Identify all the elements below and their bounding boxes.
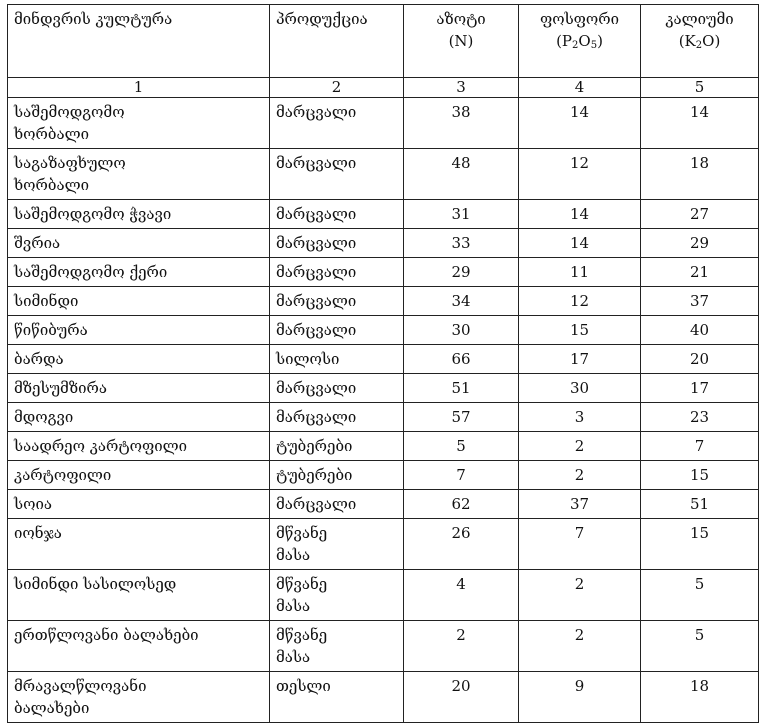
potassium-cell: 17 (641, 374, 759, 403)
product-cell: სილოსი (270, 345, 404, 374)
product-cell: მარცვალი (270, 403, 404, 432)
phosphorus-cell: 14 (519, 200, 641, 229)
product-cell: მარცვალი (270, 98, 404, 149)
table-row (8, 229, 759, 258)
table-row (8, 570, 759, 621)
column-number: 2 (270, 78, 404, 98)
nitrogen-cell: 30 (404, 316, 519, 345)
nitrogen-cell: 48 (404, 149, 519, 200)
potassium-formula: $(K_2O)$ (678, 32, 721, 51)
phosphorus-cell: 2 (519, 461, 641, 490)
crop-cell: სიმინდი სასილოსედ (8, 570, 270, 621)
phosphorus-cell: 14 (519, 229, 641, 258)
table-row (8, 519, 759, 570)
product-cell: ტუბერები (270, 432, 404, 461)
product-cell: მარცვალი (270, 258, 404, 287)
crop-cell: სოია (8, 490, 270, 519)
crop-cell: კარტოფილი (8, 461, 270, 490)
product-cell: მარცვალი (270, 229, 404, 258)
nitrogen-cell: 2 (404, 621, 519, 672)
table-row (8, 621, 759, 672)
product-cell: მარცვალი (270, 287, 404, 316)
crop-cell: ერთწლოვანი ბალახები (8, 621, 270, 672)
potassium-cell: 18 (641, 149, 759, 200)
table-row (8, 490, 759, 519)
phosphorus-cell: 14 (519, 98, 641, 149)
nitrogen-cell: 38 (404, 98, 519, 149)
potassium-cell: 27 (641, 200, 759, 229)
table-row (8, 672, 759, 723)
crop-cell: ბარდა (8, 345, 270, 374)
phosphorus-cell: 2 (519, 432, 641, 461)
nitrogen-cell: 7 (404, 461, 519, 490)
nitrogen-cell: 29 (404, 258, 519, 287)
potassium-cell: 5 (641, 621, 759, 672)
column-number: 4 (519, 78, 641, 98)
potassium-cell: 15 (641, 519, 759, 570)
column-number-row (8, 78, 759, 98)
crop-cell: საშემოდგომო ქერი (8, 258, 270, 287)
nitrogen-cell: 66 (404, 345, 519, 374)
header-potassium: კალიუმი $(K_2O)$ (641, 5, 759, 78)
header-crop: მინდვრის კულტურა (8, 5, 270, 78)
table-row (8, 287, 759, 316)
nitrogen-cell: 62 (404, 490, 519, 519)
nitrogen-cell: 31 (404, 200, 519, 229)
column-number: 5 (641, 78, 759, 98)
product-cell: ტუბერები (270, 461, 404, 490)
potassium-cell: 29 (641, 229, 759, 258)
nitrogen-cell: 5 (404, 432, 519, 461)
potassium-cell: 18 (641, 672, 759, 723)
nitrogen-cell: 33 (404, 229, 519, 258)
potassium-cell: 37 (641, 287, 759, 316)
header-nitrogen: აზოტი (N) (404, 5, 519, 78)
crop-cell: სიმინდი (8, 287, 270, 316)
table-row (8, 432, 759, 461)
potassium-cell: 14 (641, 98, 759, 149)
phosphorus-cell: 3 (519, 403, 641, 432)
phosphorus-cell: 2 (519, 621, 641, 672)
table-row (8, 149, 759, 200)
phosphorus-cell: 12 (519, 287, 641, 316)
product-cell: მწვანე მასა (270, 519, 404, 570)
product-cell: მარცვალი (270, 149, 404, 200)
nitrogen-cell: 57 (404, 403, 519, 432)
table-row (8, 461, 759, 490)
potassium-cell: 5 (641, 570, 759, 621)
header-phosphorus: ფოსფორი $(P_2O_5)$ (519, 5, 641, 78)
crop-cell: საშემოდგომო ხორბალი (8, 98, 270, 149)
potassium-cell: 7 (641, 432, 759, 461)
crop-cell: წიწიბურა (8, 316, 270, 345)
nitrogen-cell: 4 (404, 570, 519, 621)
header-product: პროდუქცია (270, 5, 404, 78)
nitrogen-cell: 34 (404, 287, 519, 316)
phosphorus-cell: 30 (519, 374, 641, 403)
potassium-cell: 15 (641, 461, 759, 490)
nitrogen-cell: 51 (404, 374, 519, 403)
crop-cell: იონჯა (8, 519, 270, 570)
crop-cell: საშემოდგომო ჭვავი (8, 200, 270, 229)
product-cell: მარცვალი (270, 316, 404, 345)
potassium-cell: 20 (641, 345, 759, 374)
potassium-cell: 21 (641, 258, 759, 287)
nutrient-table (7, 4, 759, 723)
table-row (8, 258, 759, 287)
crop-cell: საადრეო კარტოფილი (8, 432, 270, 461)
product-cell: მწვანე მასა (270, 570, 404, 621)
phosphorus-cell: 9 (519, 672, 641, 723)
column-number: 1 (8, 78, 270, 98)
table-row (8, 374, 759, 403)
phosphorus-formula: $(P_2O_5)$ (556, 32, 603, 51)
product-cell: მარცვალი (270, 200, 404, 229)
crop-cell: საგაზაფხულო ხორბალი (8, 149, 270, 200)
phosphorus-cell: 2 (519, 570, 641, 621)
crop-cell: მდოგვი (8, 403, 270, 432)
potassium-cell: 51 (641, 490, 759, 519)
potassium-cell: 23 (641, 403, 759, 432)
phosphorus-cell: 11 (519, 258, 641, 287)
phosphorus-cell: 17 (519, 345, 641, 374)
potassium-cell: 40 (641, 316, 759, 345)
product-cell: მარცვალი (270, 490, 404, 519)
phosphorus-cell: 37 (519, 490, 641, 519)
header-row (8, 5, 759, 78)
nitrogen-cell: 20 (404, 672, 519, 723)
crop-cell: მრავალწლოვანი ბალახები (8, 672, 270, 723)
phosphorus-cell: 15 (519, 316, 641, 345)
table-row (8, 403, 759, 432)
table-row (8, 200, 759, 229)
crop-cell: შვრია (8, 229, 270, 258)
table-row (8, 98, 759, 149)
crop-cell: მზესუმზირა (8, 374, 270, 403)
phosphorus-cell: 7 (519, 519, 641, 570)
table-row (8, 316, 759, 345)
column-number: 3 (404, 78, 519, 98)
phosphorus-cell: 12 (519, 149, 641, 200)
product-cell: თესლი (270, 672, 404, 723)
product-cell: მარცვალი (270, 374, 404, 403)
product-cell: მწვანე მასა (270, 621, 404, 672)
table-row (8, 345, 759, 374)
nitrogen-cell: 26 (404, 519, 519, 570)
